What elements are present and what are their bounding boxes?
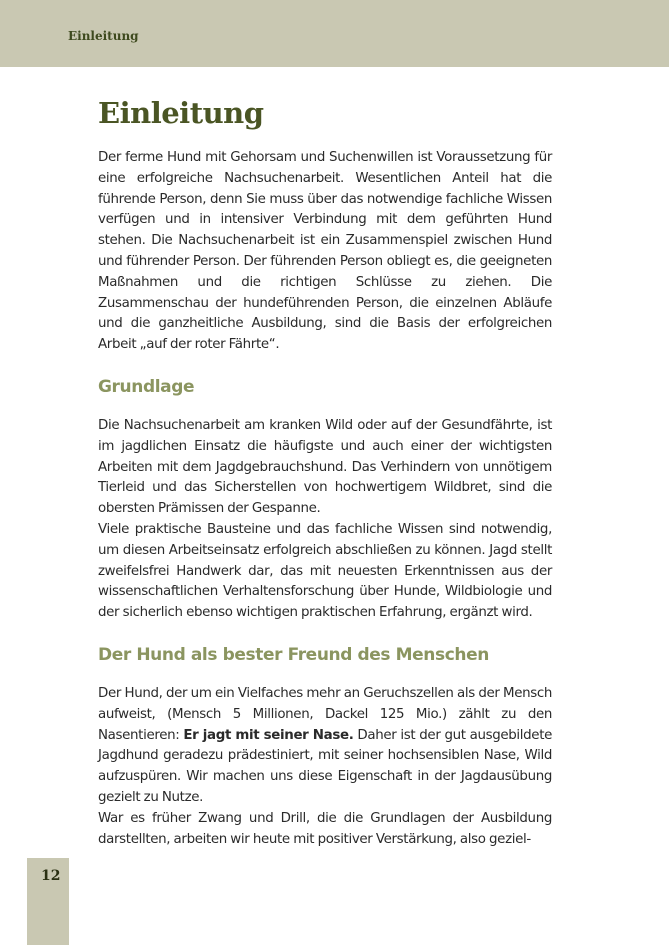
running-header-label: Einleitung [68, 29, 139, 43]
page-content [98, 92, 552, 850]
emphasis-nose: Er jagt mit seiner Nase. [183, 727, 354, 743]
hund-paragraph-2: War es früher Zwang und Drill, die die Grundlagen der Ausbildung darstellten, arbeiten wir heute mit positiver Verstärkung, also geziel- [98, 810, 552, 847]
hund-paragraph-1-end: Daher ist der gut ausgebildete Jagdhund geradezu prädestiniert, mit seiner hochsensiblen Nase, Wild aufzuspüren. Wir machen uns diese Eigenschaft in der Jagdausübung gezielt zu Nutze. [98, 727, 552, 805]
section-heading-grundlage: Grundlage [98, 376, 195, 397]
intro-paragraph: Der ferme Hund mit Gehorsam und Suchenwillen ist Voraussetzung für eine erfolgreiche Nachsuchenarbeit. Wesentlichen Anteil hat die führende Person, denn Sie muss über das notwendige fachliche Wissen verfügen und in intensiver Verbindung mit dem geführten Hund stehen. Die Nachsuchenarbeit ist ein Zusammenspiel zwischen Hund und führender Person. Der führenden Person obliegt es, die geeigneten Maßnahmen und die richtigen Schlüsse zu ziehen. Die Zusammenschau der hundeführenden Person, die einzelnen Abläufe und die ganzheitliche Ausbildung, sind die Basis der erfolgreichen Arbeit „auf der roter Fährte“. [98, 150, 552, 353]
hund-paragraph-1-start: Der Hund, der um ein Vielfaches mehr an Geruchszellen als der Mensch aufweist, (Mensch 5 Millionen, Dackel 125 Mio.) zählt zu den Nasentieren: [98, 685, 552, 743]
hund-paragraph-1 [98, 684, 552, 809]
page-number: 12 [41, 868, 61, 884]
section-heading-hund: Der Hund als bester Freund des Menschen [98, 644, 489, 665]
grundlage-paragraph-1: Die Nachsuchenarbeit am kranken Wild oder auf der Gesundfährte, ist im jagdlichen Einsatz die häufigste und auch einer der wichtigsten Arbeiten mit dem Jagdgebrauchshund. Das Verhindern von unnötigem Tierleid und das Sicherstellen von hochwertigem Wildbret, sind die obersten Prämissen der Gespanne. [98, 417, 552, 517]
page-title: Einleitung [98, 96, 264, 130]
grundlage-paragraph-2: Viele praktische Bausteine und das fachliche Wissen sind notwendig, um diesen Arbeitseinsatz erfolgreich abschließen zu können. Jagd stellt zweifelsfrei Handwerk dar, das mit neuesten Erkenntnissen aus der wissenschaftlichen Verhaltensforschung über Hunde, Wildbiologie und der sicherlich ebenso wichtigen praktischen Erfahrung, ergänzt wird. [98, 521, 552, 621]
